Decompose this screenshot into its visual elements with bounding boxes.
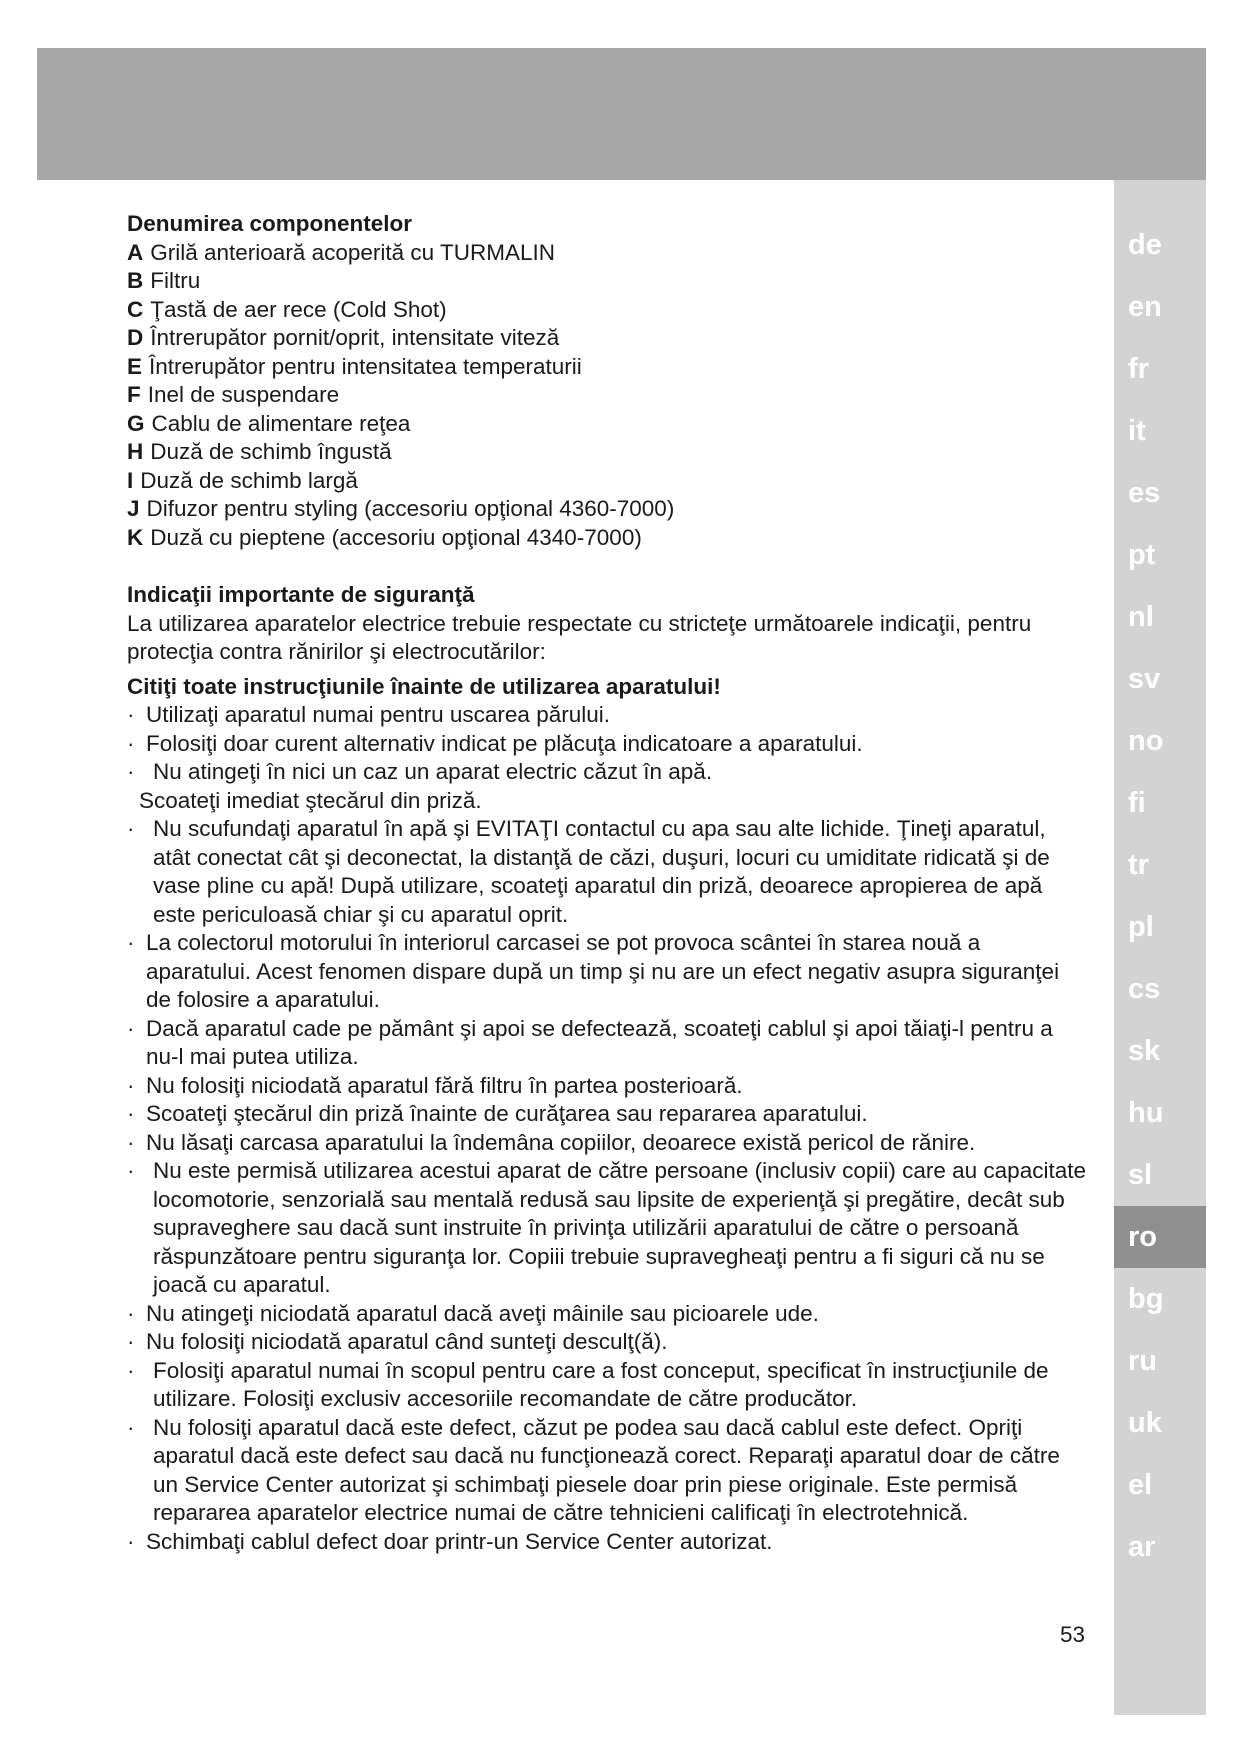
component-item	[127, 353, 1087, 382]
component-letter: C	[127, 296, 144, 322]
lang-tab-ar[interactable]: ar	[1128, 1531, 1156, 1563]
bullet-dot: ·	[127, 1414, 135, 1440]
lang-tab-tr[interactable]: tr	[1128, 849, 1149, 881]
component-letter: B	[127, 268, 144, 293]
safety-item	[127, 929, 1087, 1015]
safety-item	[127, 1100, 1087, 1129]
safety-item	[127, 1357, 1087, 1414]
safety-item-text: Nu lăsaţi carcasa aparatului la îndemâna copiilor, deoarece există pericol de rănire.	[146, 1129, 976, 1155]
lang-tab-de[interactable]: de	[1128, 229, 1162, 261]
safety-subheading: Citiţi toate instrucţiunile înainte de utilizarea aparatului!	[127, 673, 721, 699]
safety-item	[127, 1414, 1087, 1528]
safety-item-text: Nu atingeţi niciodată aparatul dacă aveţi mâinile sau picioarele ude.	[146, 1300, 819, 1326]
safety-item	[127, 1129, 1087, 1158]
lang-tab-ro[interactable]: ro	[1114, 1206, 1206, 1268]
safety-item	[127, 1157, 1087, 1300]
lang-tab-sk[interactable]: sk	[1128, 1035, 1161, 1067]
lang-tab-no[interactable]: no	[1128, 725, 1164, 757]
component-item	[127, 381, 1087, 410]
component-letter: D	[127, 325, 144, 350]
component-item	[127, 438, 1087, 467]
component-letter: H	[127, 439, 144, 464]
bullet-dot: ·	[127, 1015, 135, 1041]
component-text: Difuzor pentru styling (accesoriu opţional 4360-7000)	[146, 496, 675, 521]
safety-item-text: Nu folosiţi aparatul dacă este defect, căzut pe podea sau dacă cablul este defect. Opriţi aparatul dacă este defect sau dacă nu funcţionează corect. Reparaţi aparatul doar de către un Service Center autorizat şi schimbaţi piesele doar prin piese originale. Este permisă repararea aparatelor electrice numai de către tehnicieni calificaţi în electrotehnică.	[153, 1414, 1060, 1525]
lang-tab-cs[interactable]: cs	[1128, 973, 1161, 1005]
component-letter: K	[127, 524, 144, 550]
safety-item	[127, 758, 1087, 787]
lang-tab-hu[interactable]: hu	[1128, 1097, 1164, 1129]
safety-item-text: Schimbaţi cablul defect doar printr-un Service Center autorizat.	[146, 1528, 773, 1554]
component-letter: A	[127, 239, 144, 265]
main-content	[127, 210, 1087, 1556]
component-item	[127, 495, 1087, 524]
safety-item-text: Dacă aparatul cade pe pământ şi apoi se defectează, scoateţi cablul şi apoi tăiaţi-l pentru a nu-l mai putea utiliza.	[146, 1015, 1053, 1069]
lang-tab-el[interactable]: el	[1128, 1469, 1153, 1501]
lang-tab-it[interactable]: it	[1128, 415, 1146, 447]
lang-tab-uk[interactable]: uk	[1128, 1407, 1162, 1439]
bullet-dot: ·	[127, 1072, 135, 1098]
safety-item-text: Scoateţi ştecărul din priză înainte de curăţarea sau repararea aparatului.	[146, 1101, 868, 1126]
lang-tab-bg[interactable]: bg	[1128, 1283, 1164, 1315]
safety-item	[127, 730, 1087, 759]
component-text: Grilă anterioară acoperită cu TURMALIN	[150, 239, 555, 265]
safety-item	[127, 815, 1087, 929]
components-list	[127, 239, 1087, 553]
lang-tab-pt[interactable]: pt	[1128, 539, 1156, 571]
bullet-dot: ·	[127, 730, 135, 756]
lang-tab-ru[interactable]: ru	[1128, 1345, 1157, 1377]
safety-item-text: La colectorul motorului în interiorul carcasei se pot provoca scântei în starea nouă a aparatului. Acest fenomen dispare după un timp şi nu are un efect negativ asupra siguranţei de folosire a aparatului.	[146, 930, 1060, 1012]
safety-item	[127, 1300, 1087, 1329]
component-text: Întrerupător pornit/oprit, intensitate viteză	[150, 325, 560, 350]
component-letter: G	[127, 410, 145, 436]
component-text: Duză cu pieptene (accesoriu opţional 4340-7000)	[150, 524, 642, 550]
safety-item	[127, 701, 1087, 730]
lang-tab-es[interactable]: es	[1128, 477, 1161, 509]
lang-tab-en[interactable]: en	[1128, 291, 1162, 323]
bullet-dot: ·	[127, 1357, 135, 1383]
component-text: Duză de schimb îngustă	[150, 439, 392, 464]
component-item	[127, 467, 1087, 496]
component-letter: E	[127, 353, 143, 379]
components-heading: Denumirea componentelor	[127, 211, 413, 236]
component-text: Filtru	[150, 268, 201, 293]
lang-tab-fi[interactable]: fi	[1128, 787, 1146, 819]
component-text: Ţastă de aer rece (Cold Shot)	[150, 296, 447, 322]
bullet-dot: ·	[127, 1329, 135, 1354]
component-text: Întrerupător pentru intensitatea temperaturii	[149, 353, 582, 379]
component-letter: J	[127, 496, 140, 521]
component-letter: I	[127, 467, 134, 493]
lang-tab-nl[interactable]: nl	[1128, 601, 1154, 633]
bullet-dot: ·	[127, 1300, 135, 1326]
component-item	[127, 296, 1087, 325]
safety-note: Scoateţi imediat ştecărul din priză.	[139, 787, 482, 813]
header-band	[37, 48, 1206, 180]
lang-tab-sv[interactable]: sv	[1128, 663, 1161, 695]
component-text: Inel de suspendare	[147, 382, 340, 407]
safety-item-text: Nu folosiţi niciodată aparatul fără filtru în partea posterioară.	[146, 1072, 743, 1098]
component-item	[127, 324, 1087, 353]
lang-tab-pl[interactable]: pl	[1128, 911, 1154, 943]
safety-item-text: Nu atingeţi în nici un caz un aparat electric căzut în apă.	[153, 759, 713, 784]
language-sidebar	[1114, 180, 1206, 1715]
component-text: Duză de schimb largă	[140, 467, 358, 493]
safety-item	[127, 1072, 1087, 1101]
safety-item-text: Nu este permisă utilizarea acestui aparat de către persoane (inclusiv copii) care au capacitate locomotorie, senzorială sau mentală redusă sau lipsite de experienţă şi pregătire, decât sub supraveghere sau dacă sunt instruite în privinţa utilizării aparatului de către o persoană răspunzătoare pentru siguranţa lor. Copiii trebuie supravegheaţi pentru a fi siguri că nu se joacă cu aparatul.	[153, 1158, 1086, 1297]
bullet-dot: ·	[127, 759, 135, 784]
lang-tab-sl[interactable]: sl	[1128, 1159, 1153, 1191]
component-item	[127, 239, 1087, 268]
component-item	[127, 524, 1087, 553]
bullet-dot: ·	[127, 1528, 135, 1554]
component-text: Cablu de alimentare reţea	[151, 410, 411, 436]
bullet-dot: ·	[127, 702, 135, 727]
safety-list	[127, 701, 1087, 1556]
bullet-dot: ·	[127, 1129, 135, 1155]
lang-tab-fr[interactable]: fr	[1128, 353, 1149, 385]
safety-item	[127, 1528, 1087, 1557]
safety-item-text: Folosiţi aparatul numai în scopul pentru care a fost conceput, specificat în instrucţiunile de utilizare. Folosiţi exclusiv accesoriile recomandate de către producător.	[153, 1357, 1049, 1411]
bullet-dot: ·	[127, 1101, 135, 1126]
safety-intro: La utilizarea aparatelor electrice trebuie respectate cu stricteţe următoarele indicaţii, pentru protecţia contra rănirilor şi electrocutărilor:	[127, 610, 1032, 664]
bullet-dot: ·	[127, 816, 135, 841]
safety-item-text: Utilizaţi aparatul numai pentru uscarea părului.	[146, 702, 610, 727]
safety-item-text: Nu scufundaţi aparatul în apă şi EVITAŢI contactul cu apa sau alte lichide. Ţineţi aparatul, atât conectat cât şi deconectat, la distanţă de căzi, duşuri, locuri cu umiditate ridicată şi de vase pline cu apă! După utilizare, scoateţi aparatul din priză, deoarece apropierea de apă este periculoasă chiar şi cu aparatul oprit.	[153, 816, 1050, 927]
component-item	[127, 267, 1087, 296]
component-item	[127, 410, 1087, 439]
safety-item	[127, 1015, 1087, 1072]
safety-item-text: Nu folosiţi niciodată aparatul când sunteţi desculţ(ă).	[146, 1329, 668, 1354]
bullet-dot: ·	[127, 1158, 135, 1183]
bullet-dot: ·	[127, 930, 135, 955]
safety-item-text: Folosiţi doar curent alternativ indicat pe plăcuţa indicatoare a aparatului.	[146, 730, 863, 756]
safety-item	[127, 1328, 1087, 1357]
component-letter: F	[127, 382, 141, 407]
safety-heading: Indicaţii importante de siguranţă	[127, 582, 475, 607]
page-number: 53	[1060, 1622, 1086, 1647]
